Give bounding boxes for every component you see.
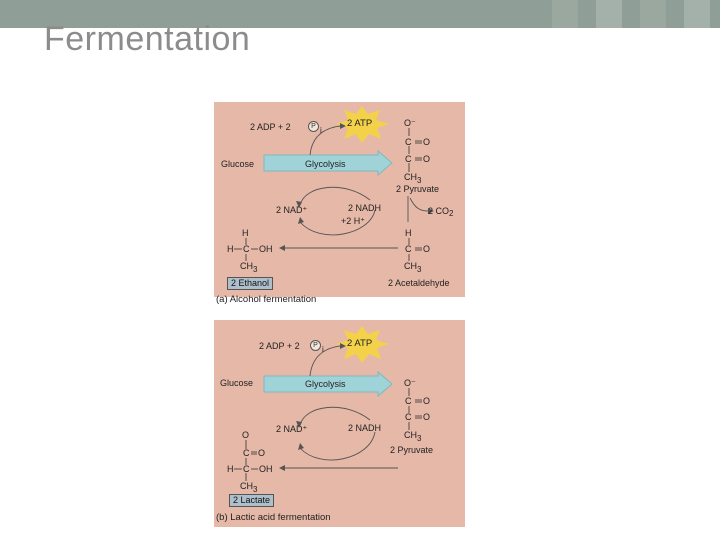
lactate-o1: O (258, 448, 266, 458)
pyruvate-o1: O (423, 137, 431, 147)
pyruvate-b-c2: C (405, 412, 412, 422)
panel-b-atp-output: 2 ATP (347, 338, 373, 349)
lactate-oh: OH (259, 464, 273, 474)
pyruvate-b-o2: O (423, 412, 431, 422)
panel-a-glycolysis: Glycolysis (305, 159, 346, 169)
pyruvate-b-ch3: CH3 (404, 430, 422, 443)
panel-b-pyruvate-label: 2 Pyruvate (390, 445, 434, 455)
panel-a-atp-output: 2 ATP (347, 118, 373, 129)
acetaldehyde-c: C (405, 244, 412, 254)
panel-a-h-plus: +2 H⁺ (341, 216, 366, 226)
panel-a-nadh: 2 NADH (348, 203, 382, 213)
ethanol-h-top: H (242, 228, 249, 238)
panel-b-adp-label: 2 ADP + 2 (259, 341, 300, 351)
pyruvate-c1: C (405, 137, 412, 147)
panel-a-nad: 2 NAD⁺ (276, 205, 308, 215)
panel-a-acetaldehyde-label: 2 Acetaldehyde (388, 278, 450, 288)
ethanol-oh: OH (259, 244, 273, 254)
pyruvate-c2: C (405, 154, 412, 164)
ethanol-ch3: CH3 (240, 261, 258, 274)
lactate-label-box: 2 Lactate (229, 494, 274, 507)
panel-a-caption: (a) Alcohol fermentation (216, 294, 317, 305)
panel-b-glucose: Glucose (220, 378, 254, 388)
acetaldehyde-h: H (405, 228, 412, 238)
phosphate-icon: P (308, 121, 319, 132)
pyruvate-b-c1: C (405, 396, 412, 406)
ethanol-c: C (243, 244, 250, 254)
pyruvate-b-o1: O (423, 396, 431, 406)
pyruvate-o-minus: O⁻ (404, 118, 416, 128)
panel-a-adp-label: 2 ADP + 2 (250, 122, 291, 132)
acetaldehyde-o: O (423, 244, 431, 254)
panel-a-glucose: Glucose (221, 159, 255, 169)
ethanol-label-box: 2 Ethanol (227, 277, 273, 290)
ethanol-h-left: H (227, 244, 234, 254)
panel-b-nadh: 2 NADH (348, 423, 382, 433)
pyruvate-ch3: CH3 (404, 172, 422, 185)
slide-title: Fermentation (44, 20, 251, 58)
phosphate-subscript: i (320, 126, 322, 135)
lactate-o-top: O (242, 430, 250, 440)
acetaldehyde-ch3: CH3 (404, 261, 422, 274)
panel-b-nad: 2 NAD⁺ (276, 424, 308, 434)
pyruvate-o2: O (423, 154, 431, 164)
pyruvate-b-o-minus: O⁻ (404, 378, 416, 388)
panel-b-glycolysis: Glycolysis (305, 379, 346, 389)
panel-b-caption: (b) Lactic acid fermentation (216, 512, 331, 523)
lactate-h-left: H (227, 464, 234, 474)
lactate-c1: C (243, 448, 250, 458)
lactate-c2: C (243, 464, 250, 474)
lactate-ch3: CH3 (240, 481, 258, 494)
panel-a-pyruvate-label: 2 Pyruvate (396, 184, 440, 194)
phosphate-subscript-b: i (322, 345, 324, 354)
co2-label: 2 CO2 (428, 206, 454, 218)
nad-cycle-lower-b (300, 432, 375, 460)
phosphate-icon-b: P (310, 340, 321, 351)
